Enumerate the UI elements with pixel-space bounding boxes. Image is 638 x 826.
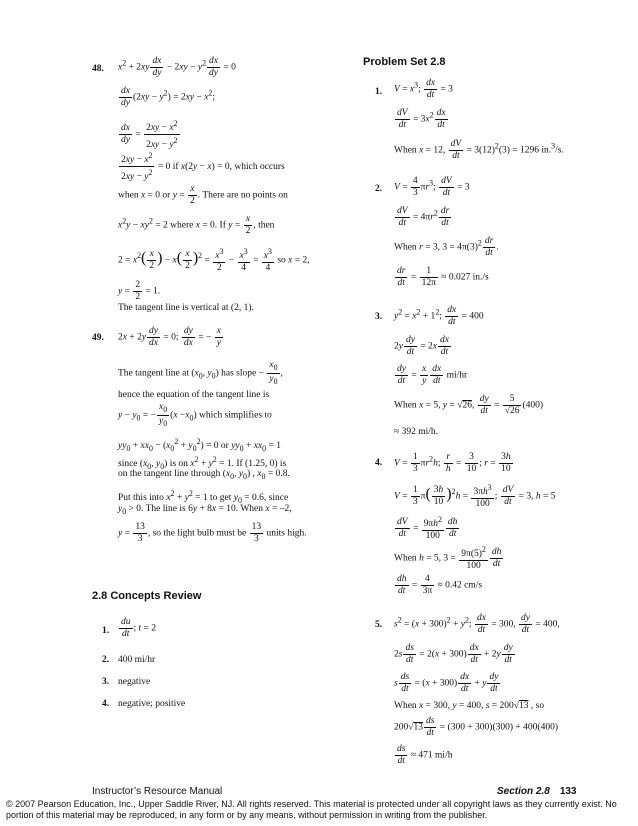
ps-3-number: 3.: [375, 312, 383, 322]
ps-1-number: 1.: [375, 87, 383, 97]
ps-2-number: 2.: [375, 184, 383, 194]
ps-5-l4: When x = 300, y = 400, s = 200√13 , so: [394, 701, 545, 711]
p49-eq1: 2x + 2y $\frac{dy}{dx}$ = 0; $\frac{dy}{dx}$ = − $\frac{x}{y}$: [118, 326, 221, 348]
ps-5-l5: 200√13 $\frac{ds}{dt}$ = (300 + 300)(300) + 400(400): [394, 716, 558, 738]
p48-eq1: $x^2 + 2xy$ $\frac{dx}{dy}$ − $2xy - y^2$ $\frac{dx}{dy}$ = 0: [118, 56, 236, 78]
ps-2-l1: V = $\frac{4}{3}$ $\pi r^3$; $\frac{dV}{dt}$ = 3: [394, 176, 470, 198]
ps-2-l4: $\frac{dr}{dt}$ = $\frac{1}{12\pi}$ ≈ 0.027 in./s: [397, 266, 489, 288]
p48-eq7: $2 = x^2$( $\frac{x}{2}$ ) − x( $\frac{x}{2}$ )$^2$ = $\frac{x^3}{2}$ − $\frac{x^3}{4}$ = $\frac{x^3}{4}$ so x = 2,: [118, 247, 310, 274]
ps-5-number: 5.: [375, 620, 383, 630]
ps-4-l3: $\frac{dV}{dt}$ = $\frac{9\pi h^2}{100}$ $\frac{dh}{dt}$: [397, 515, 458, 542]
p49-eq6: since ($x_0$, $y_0$) is on $x^2 + y^2 = 1$. If (1.25, 0) is: [118, 455, 287, 472]
concept-4-answer: negative; positive: [118, 699, 186, 709]
ps-4-number: 4.: [375, 458, 383, 468]
ps-3-l1: $y^2 = x^2 + 1^2$; $\frac{dx}{dt}$ = 400: [394, 305, 484, 327]
ps-3-l4: When x = 5, y = √26, $\frac{dy}{dt}$ = $\frac{5}{√26}$ (400): [394, 394, 544, 416]
concept-1-answer: $\frac{du}{dt}$ ; t = 2: [121, 617, 157, 639]
ps-5-l1: $s^2 = (x + 300)^2 + y^2$; $\frac{dx}{dt}$ = 300, $\frac{dy}{dt}$ = 400,: [394, 613, 560, 635]
p49-eq4: $y - y_0$ = − $\frac{x_0}{y_0}$ $(x -x_0)$ which simplifies to: [118, 402, 272, 428]
p48-eq9: The tangent line is vertical at (2, 1).: [118, 303, 254, 313]
problem-set-heading: Problem Set 2.8: [363, 56, 446, 68]
footer-section: [497, 786, 577, 797]
p48-eq8: y = $\frac{2}{2}$ = 1.: [118, 280, 161, 302]
ps-4-l2: V = $\frac{1}{3}$ π( $\frac{3h}{10}$ )$^2$h = $\frac{3\pi h^3}{100}$ ; $\frac{dV}{dt}$ = 3, h = 5: [394, 483, 556, 510]
footer-page-number: 133: [559, 786, 577, 797]
p49-eq3: hence the equation of the tangent line is: [118, 390, 270, 400]
ps-1-l2: $\frac{dV}{dt}$ = $3x^2$ $\frac{dx}{dt}$: [397, 108, 446, 130]
p49-eq8: Put this into $x^2 + y^2 = 1$ to get $y_0 = 0.6$, since: [118, 489, 289, 506]
ps-2-l3: When r = 3, $3 = 4\pi(3)^2$ $\frac{dr}{dt}$ .: [394, 236, 499, 258]
p48-eq2: $\frac{dx}{dy}$ $(2xy - y^2) = 2xy - x^2$;: [121, 86, 215, 108]
p48-eq6: $x^2y - xy^2 = 2$ where x = 0. If y = $\frac{x}{2}$ , then: [118, 214, 275, 236]
problem-49-number: 49.: [92, 333, 104, 343]
concept-3-answer: negative: [118, 677, 151, 687]
ps-3-l2: 2y $\frac{dy}{dt}$ = 2x $\frac{dx}{dt}$: [394, 335, 449, 357]
ps-5-l2: 2s $\frac{ds}{dt}$ = 2(x + 300) $\frac{dx}{dt}$ + 2y $\frac{dy}{dt}$: [394, 643, 513, 665]
ps-2-l2: $\frac{dV}{dt}$ = $4\pi r^2$ $\frac{dr}{dt}$: [397, 206, 450, 228]
ps-4-l1: V = $\frac{1}{3}$ $\pi r^2h$; $\frac{r}{h}$ = $\frac{3}{10}$ ; r = $\frac{3h}{10}$: [394, 452, 511, 474]
p48-eq5: when x = 0 or y = $\frac{x}{2}$ . There are no points on: [118, 184, 288, 206]
p49-eq7: on the tangent line through ($x_0$, $y_0$) , $x_0 = 0.8$.: [118, 469, 290, 481]
p49-eq9: $y_0 > 0$. The line is 6y + 8x = 10. When x = –2,: [118, 504, 292, 516]
ps-4-l5: $\frac{dh}{dt}$ = $\frac{4}{3\pi}$ ≈ 0.42 cm/s: [397, 574, 483, 596]
footer-manual-title: Instructor’s Resource Manual: [92, 786, 223, 797]
p49-eq5: $yy_0 + xx_0 - (x_0^2 + y_0^2) = 0$ or $yy_0 + xx_0 = 1$: [118, 437, 281, 454]
concept-2-answer: 400 mi/hr: [118, 655, 156, 665]
ps-1-l3: When x = 12, $\frac{dV}{dt}$ = $3(12)^2(3) = 1296$ in.$^3$/s.: [394, 139, 564, 161]
ps-1-l1: $V = x^3$; $\frac{dx}{dt}$ = 3: [394, 78, 453, 100]
concept-1-number: 1.: [102, 626, 110, 636]
ps-3-l5: ≈ 392 mi/h.: [394, 427, 439, 437]
ps-3-l3: $\frac{dy}{dt}$ = $\frac{x}{y}$ $\frac{dx}{dt}$ mi/hr: [397, 364, 468, 386]
problem-48-number: 48.: [92, 64, 104, 74]
p48-eq4: $\frac{2xy - x^2}{2xy - y^2}$ = 0 if x(2y − x) = 0, which occurs: [121, 151, 285, 183]
p49-eq2: The tangent line at ($x_0$, $y_0$) has slope − $\frac{x_0}{y_0}$ ,: [118, 360, 283, 386]
footer-section-label: Section 2.8: [497, 786, 550, 797]
p49-eq10: y = $\frac{13}{3}$ , so the light bulb must be $\frac{13}{3}$ units high.: [118, 522, 307, 544]
concept-2-number: 2.: [102, 655, 110, 665]
concept-4-number: 4.: [102, 699, 110, 709]
p48-eq3: $\frac{dx}{dy}$ = $\frac{2xy - x^2}{2xy - y^2}$: [121, 119, 178, 151]
copyright-notice: © 2007 Pearson Education, Inc., Upper Saddle River, NJ. All rights reserved. This material is protected under all copyright laws as they currently exist. No portion of this material may be reproduced, in any form or by any means, without permission in writing from the publisher.: [6, 799, 617, 820]
ps-4-l4: When h = 5, 3 = $\frac{9\pi(5)^2}{100}$ $\frac{dh}{dt}$: [394, 545, 502, 572]
concepts-review-heading: 2.8 Concepts Review: [92, 590, 202, 602]
ps-5-l3: s $\frac{ds}{dt}$ = (x + 300) $\frac{dx}{dt}$ + y $\frac{dy}{dt}$: [394, 672, 499, 694]
ps-5-l6: $\frac{ds}{dt}$ ≈ 471 mi/h: [397, 744, 453, 766]
concept-3-number: 3.: [102, 677, 110, 687]
